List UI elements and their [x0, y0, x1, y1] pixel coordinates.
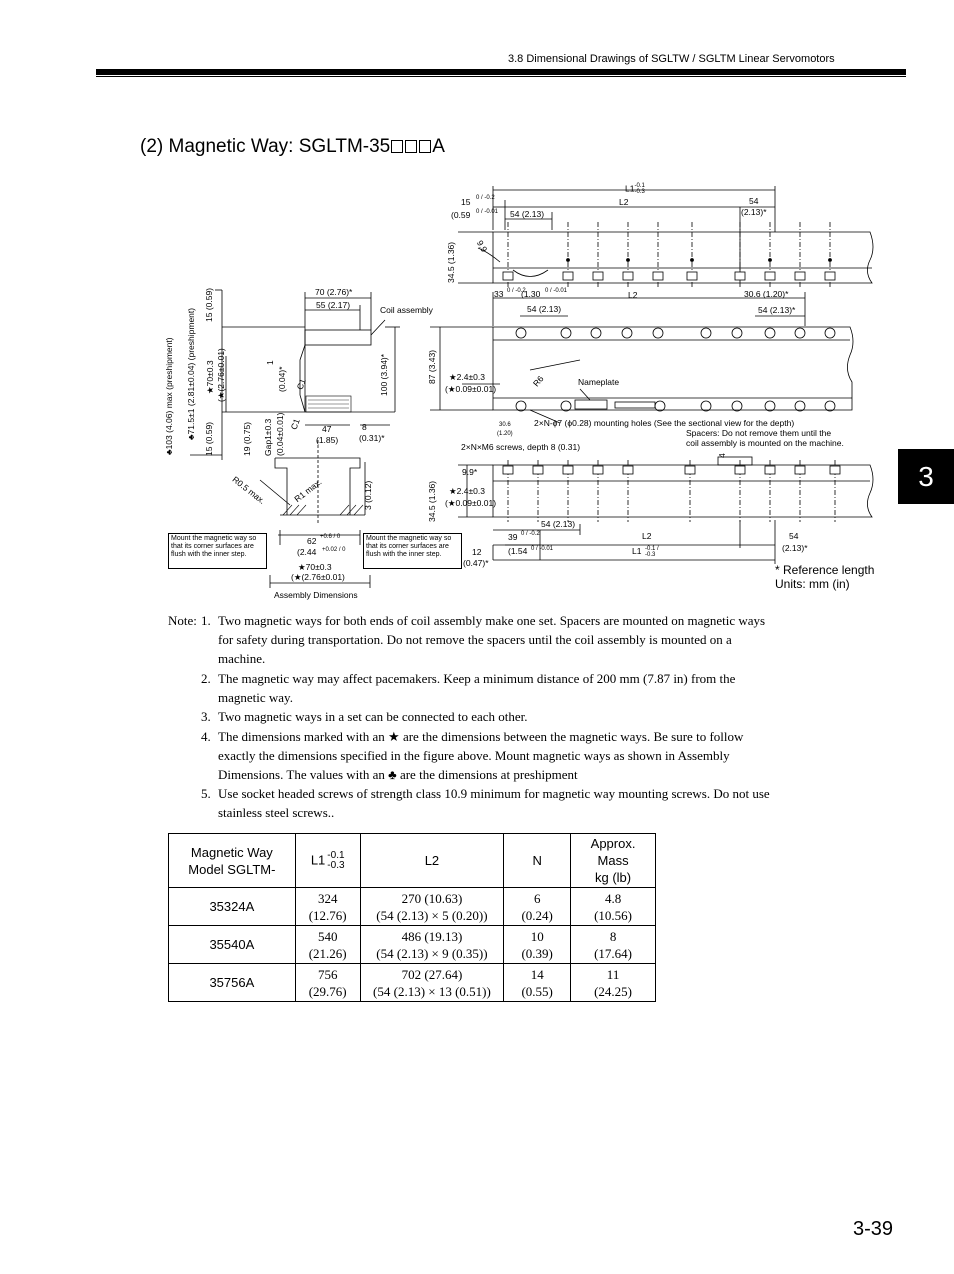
dim-345b: 34.5 (1.36) [427, 480, 437, 522]
dim-c1a: C1 [294, 377, 308, 391]
label-coil-assembly: Coil assembly [380, 305, 433, 315]
tol-top: -0.1 [634, 183, 645, 189]
table-row [169, 926, 656, 964]
dim-4: 4 [717, 453, 727, 458]
dim-54f: 54 [789, 531, 799, 541]
dim-244-tol: +0.02 / 0 [322, 547, 346, 553]
cell-text: (0.55) [521, 983, 553, 999]
mount-note-left: Mount the magnetic way so that its corner surfaces are flush with the inner step. [168, 533, 267, 569]
dim-12: 12 [472, 547, 482, 557]
tol-bot: -0.3 [327, 859, 345, 871]
cell-text: 8 [609, 928, 617, 944]
label-screws: 2×N×M6 screws, depth 8 (0.31) [461, 442, 581, 452]
table-header-row [169, 834, 656, 888]
header-n: N [504, 834, 571, 888]
dim-text: 70±0.3 [305, 562, 332, 572]
cell-text: 6 [533, 890, 541, 906]
dim-120b: (1.20) [497, 431, 513, 437]
dim-62-tol: +0.6 / 0 [320, 534, 341, 540]
cell-text: 486 (19.13) [401, 928, 463, 944]
dim-24a [449, 373, 485, 382]
dim-24b [449, 487, 485, 496]
cell-mass [571, 926, 656, 964]
cell-n [504, 964, 571, 1002]
dim-text: 0.09±0.01) [455, 498, 497, 508]
note-1-num: 1. [201, 613, 211, 628]
dim-text: 71.5±1 (2.81±0.04) (preshipment) [186, 307, 196, 435]
star-icon: ★ [205, 386, 215, 394]
dim-8: 8 [362, 422, 367, 432]
cell-l2 [360, 964, 504, 1002]
dim-87: 87 (3.43) [427, 349, 437, 384]
dim-345a: 34.5 (1.36) [446, 241, 456, 283]
cell-text: 14 [530, 966, 544, 982]
dim-r05: R0.5 max. [230, 474, 268, 506]
note-5-num: 5. [201, 786, 211, 801]
dim-031: (0.31)* [359, 433, 385, 443]
section-heading-text: (2) Magnetic Way: SGLTM-35 [140, 136, 391, 157]
reference-length-note: * Reference length [775, 563, 875, 577]
cell-text: (54 (2.13) × 9 (0.35)) [376, 945, 488, 961]
dim-33-tol: 0 / -0.2 [507, 288, 526, 294]
cell-text: (0.24) [521, 907, 553, 923]
dim-1559b: 15 (0.59) [204, 421, 214, 456]
dim-130-tol: 0 / -0.01 [545, 288, 568, 294]
star-icon: ★ [447, 498, 456, 508]
cell-n [504, 926, 571, 964]
dim-47: 47 [322, 424, 332, 434]
dim-1: 1 [265, 360, 275, 365]
dim-154: (1.54 [508, 546, 528, 556]
dim-3: 3 (0.12) [363, 480, 373, 510]
dim-39: 39 [508, 532, 518, 542]
cell-text: (54 (2.13) × 5 (0.20)) [376, 907, 488, 923]
cell-l1 [295, 964, 360, 1002]
dim-009b: (★0.09±0.01) [445, 498, 497, 508]
star-icon: ★ [298, 562, 306, 572]
club-icon: ♣ [186, 434, 196, 440]
dimensional-drawing [0, 0, 954, 620]
dim-text: 0.09±0.01) [455, 384, 497, 394]
cell-text: (24.25) [594, 983, 633, 999]
dim-r1: R1 max. [292, 476, 324, 505]
section-heading-suffix: A [432, 136, 445, 157]
dim-1559a: 15 (0.59) [204, 287, 214, 322]
cell-l2 [360, 926, 504, 964]
mount-note-right: Mount the magnetic way so that its corner surfaces are flush with the inner step. [363, 533, 462, 569]
tol-bot: -0.3 [634, 189, 645, 195]
cell-l2 [360, 888, 504, 926]
label-spacers-2: coil assembly is mounted on the machine. [686, 438, 844, 448]
dim-19: 19 (0.75) [242, 421, 252, 456]
cell-text: 324 [317, 890, 338, 906]
header-l1-tol [327, 851, 344, 871]
note-1-line-3: machine. [218, 651, 266, 666]
cell-text: 270 (10.63) [401, 890, 463, 906]
dim-text: 2.4±0.3 [456, 486, 485, 496]
note-4-line-1: The dimensions marked with an ★ are the dimensions between the magnetic ways. Be sure to follow [218, 729, 744, 744]
dim-l2-top: L2 [619, 197, 629, 207]
header-text: Magnetic Way [190, 844, 273, 860]
club-icon: ♣ [164, 449, 174, 455]
cell-text: 540 [317, 928, 338, 944]
star-icon: ★ [449, 486, 457, 496]
dim-244: (2.44 [297, 547, 317, 557]
dim-213b: (2.13)* [741, 207, 767, 217]
cell-text: 10 [530, 928, 544, 944]
cell-text: 702 (27.64) [401, 966, 463, 982]
star-icon: ★ [447, 384, 456, 394]
cell-n [504, 888, 571, 926]
header-l1 [295, 834, 360, 888]
dim-009a: (★0.09±0.01) [445, 384, 497, 394]
header-text: Mass [597, 853, 629, 868]
dim-39-tol: 0 / -0.2 [521, 531, 540, 537]
dim-70b [206, 360, 215, 394]
note-3-num: 3. [201, 709, 211, 724]
dim-text: (2.76±0.01) [301, 572, 345, 582]
note-4-line-2: exactly the dimensions specified in the figure above. Mount magnetic ways as shown in Assembly [218, 748, 730, 763]
header-model [169, 834, 296, 888]
dim-l1-tol-bot: -0.1 / -0.3 [645, 546, 659, 558]
dim-100: 100 (3.94)* [379, 353, 389, 396]
table-row [169, 964, 656, 1002]
dim-99: 9.9 [474, 238, 490, 254]
star-icon: ★ [216, 391, 226, 400]
note-4-line-3: Dimensions. The values with an ♣ are the dimensions at preshipment [218, 767, 578, 782]
cell-model: 35324A [169, 888, 296, 926]
dim-l1-top [625, 183, 645, 195]
dim-gap: Gap1±0.3 [263, 418, 273, 456]
star-icon: ★ [449, 372, 457, 382]
header-mass [571, 834, 656, 888]
notes-prefix: Note: [168, 613, 197, 628]
label-nameplate: Nameplate [578, 377, 620, 387]
table-row [169, 888, 656, 926]
cell-text: (10.56) [594, 907, 633, 923]
note-1-line-2: for safety during transportation. Do not remove the spacers until the coil assembly is mounted on a [218, 632, 732, 647]
note-3-line-1: Two magnetic ways in a set can be connected to each other. [218, 709, 528, 724]
dim-276c: (★(2.76±0.01) [291, 572, 345, 582]
dim-99b: 9.9* [462, 467, 478, 477]
header-text: kg (lb) [595, 870, 632, 885]
units-note: Units: mm (in) [775, 577, 850, 591]
dim-text: 103 (4.06) max (preshipment) [164, 337, 174, 450]
cell-text: (54 (2.13) × 13 (0.51)) [373, 983, 491, 999]
dim-gap-in: (0.04±0.01) [275, 412, 285, 456]
note-4-num: 4. [201, 729, 211, 744]
dim-130: (1.30 [521, 289, 541, 299]
header-l2: L2 [360, 834, 504, 888]
header-text: Approx. [590, 836, 636, 851]
dim-l1-bot: L1 [632, 546, 642, 556]
dim-r6: R6 [530, 373, 546, 389]
dim-text: (2.76±0.01) [216, 348, 226, 392]
chapter-tab: 3 [898, 449, 954, 504]
note-5-line-2: stainless steel screws.. [218, 805, 335, 820]
cell-text: (0.39) [521, 945, 553, 961]
cell-mass [571, 888, 656, 926]
tol-top: -0.1 [327, 849, 345, 861]
dim-059: (0.59 [451, 210, 471, 220]
dim-c1b: C1 [288, 417, 302, 431]
cell-mass [571, 964, 656, 1002]
cell-text: 756 [317, 966, 338, 982]
star-icon: ★ [293, 572, 302, 582]
dim-15: 15 [461, 197, 471, 207]
cell-text: 4.8 [604, 890, 622, 906]
dim-54c: 54 (2.13) [527, 304, 562, 314]
dim-154-tol: 0 / -0.01 [531, 546, 554, 552]
cell-text: (12.76) [308, 907, 347, 923]
page-number: 3-39 [853, 1218, 894, 1240]
dim-306: 30.6 (1.20)* [744, 289, 789, 299]
dim-715 [187, 308, 196, 440]
dim-15-tol: 0 / -0.2 [476, 195, 495, 201]
label-assembly-dimensions: Assembly Dimensions [274, 590, 358, 600]
cell-text: (29.76) [308, 983, 347, 999]
dim-047: (0.47)* [463, 558, 489, 568]
cell-model: 35540A [169, 926, 296, 964]
dim-185: (1.85) [316, 435, 339, 445]
dim-text: 2.4±0.3 [456, 372, 485, 382]
dim-70c [298, 563, 332, 572]
header-text: Model SGLTM- [188, 861, 276, 877]
dim-103 [165, 337, 174, 455]
note-2-line-2: magnetic way. [218, 690, 293, 705]
header-text: L1 [310, 851, 326, 867]
dim-306b: 30.6 [499, 422, 511, 428]
note-1-line-1: Two magnetic ways for both ends of coil assembly make one set. Spacers are mounted on magnetic ways [218, 613, 766, 628]
dim-54e: 54 (2.13) [541, 519, 576, 529]
dim-tol [634, 183, 644, 195]
dim-059-tol: 0 / -0.01 [476, 209, 499, 215]
cell-text: (21.26) [308, 945, 347, 961]
dim-54a: 54 (2.13) [510, 209, 545, 219]
note-5-line-1: Use socket headed screws of strength class 10.9 minimum for magnetic way mounting screws. Do not use [218, 786, 770, 801]
dim-l2-mid: L2 [628, 290, 638, 300]
cell-text: 11 [606, 966, 620, 982]
magnetic-way-spec-table [168, 833, 656, 1002]
label-spacers-1: Spacers: Do not remove them until the [686, 428, 832, 438]
dim-l2-bot: L2 [642, 531, 652, 541]
dim-70: 70 (2.76)* [315, 287, 353, 297]
cell-l1 [295, 888, 360, 926]
dim-text: 70±0.3 [205, 360, 215, 387]
dim-33: 33 [494, 289, 504, 299]
label-mounting-holes: 2×N-ϕ7 (ϕ0.28) mounting holes (See the sectional view for the depth) [534, 418, 795, 428]
dim-62: 62 [307, 536, 317, 546]
header-section-title: 3.8 Dimensional Drawings of SGLTW / SGLTM Linear Servomotors [508, 53, 835, 65]
dim-54b: 54 [749, 196, 759, 206]
cell-text: (17.64) [594, 945, 633, 961]
cell-l1 [295, 926, 360, 964]
dim-text: L1 [625, 183, 635, 194]
dim-004: (0.04)* [277, 366, 287, 392]
note-2-line-1: The magnetic way may affect pacemakers. Keep a minimum distance of 200 mm (7.87 in) from the [218, 671, 736, 686]
cell-model: 35756A [169, 964, 296, 1002]
dim-55: 55 (2.17) [316, 300, 351, 310]
dim-213f: (2.13)* [782, 543, 808, 553]
note-2-num: 2. [201, 671, 211, 686]
dim-276b: (★(2.76±0.01) [216, 348, 226, 402]
dim-54d: 54 (2.13)* [758, 305, 796, 315]
